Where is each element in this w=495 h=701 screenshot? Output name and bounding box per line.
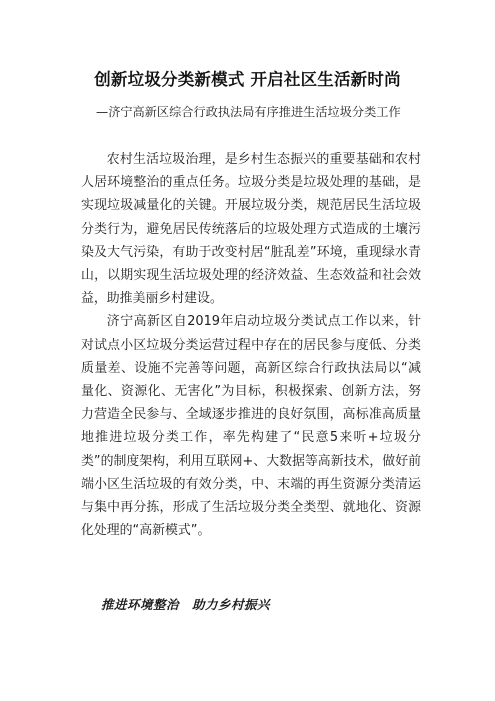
section-heading-part: 推进环境整治 bbox=[101, 597, 180, 612]
article-body bbox=[81, 148, 421, 542]
paragraph: 济宁高新区自2019年启动垃圾分类试点工作以来，针对试点小区垃圾分类运营过程中存在的居民参与度低、分类质量差、设施不完善等问题，高新区综合行政执法局以“减量化、资源化、无害化”为目标，积极探索、创新方法，努力营造全民参与、全域逐步推进的良好氛围，高标准高质量地推进垃圾分类工作，率先构建了“民意5来听+垃圾分类”的制度架构，利用互联网+、大数据等高新技术，做好前端小区生活垃圾的有效分类，中、末端的再生资源分类清运与集中再分拣，形成了生活垃圾分类全类型、就地化、资源化处理的“高新模式”。 bbox=[81, 314, 421, 539]
document-title: 创新垃圾分类新模式 开启社区生活新时尚 bbox=[94, 70, 401, 89]
paragraph: 农村生活垃圾治理，是乡村生态振兴的重要基础和农村人居环境整治的重点任务。垃圾分类是垃圾处理的基础，是实现垃圾减量化的关键。开展垃圾分类，规范居民生活垃圾分类行为，避免居民传统落后的垃圾处理方式造成的土壤污染及大气污染，有助于改变村居“脏乱差”环境，重现绿水青山，以期实现生活垃圾处理的经济效益、生态效益和社会效益，助推美丽乡村建设。 bbox=[81, 152, 421, 307]
section-heading bbox=[101, 595, 270, 613]
section-heading-part: 助力乡村振兴 bbox=[192, 597, 271, 612]
document-subtitle: —济宁高新区综合行政执法局有序推进生活垃圾分类工作 bbox=[96, 105, 401, 119]
